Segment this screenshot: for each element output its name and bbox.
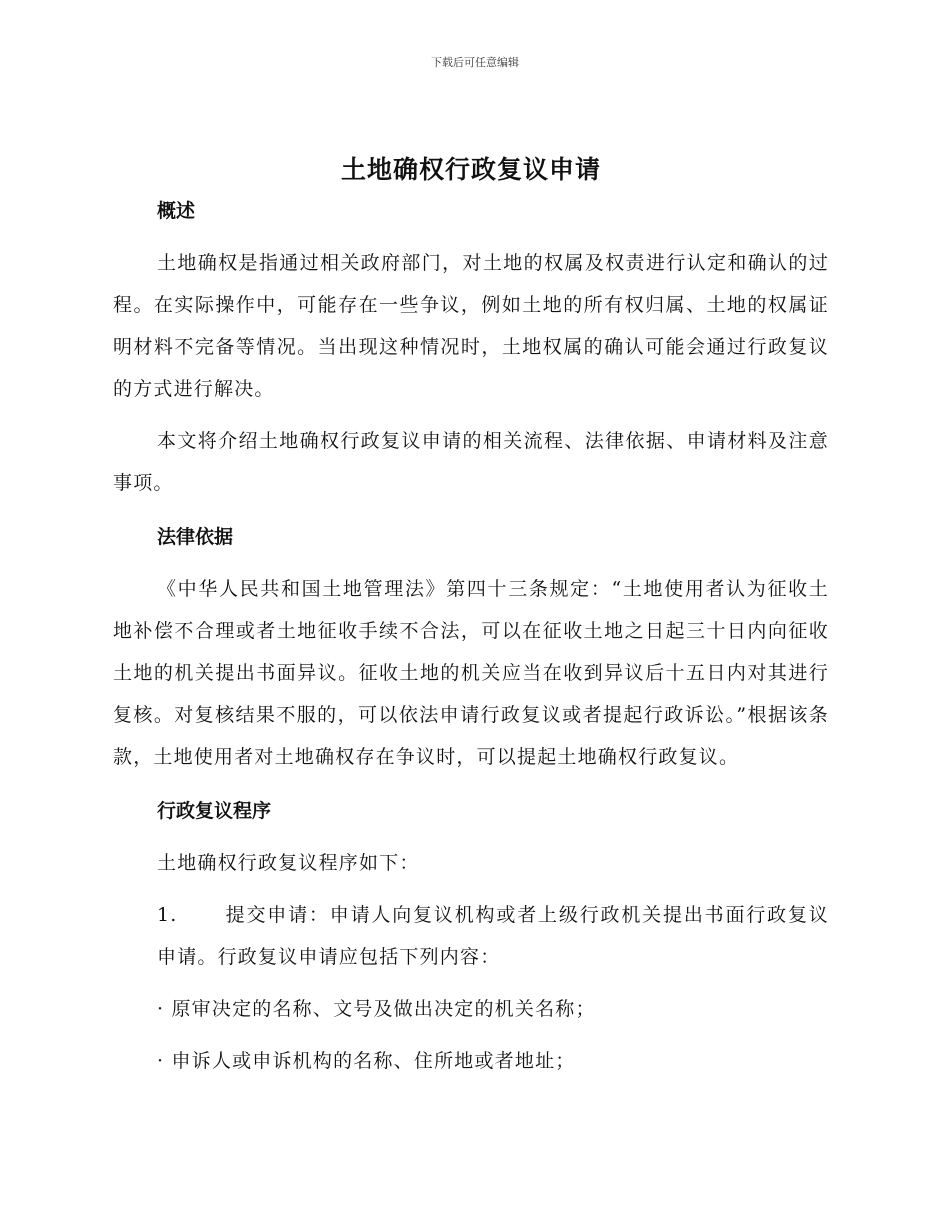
section-heading-overview: 概述 — [157, 200, 196, 222]
overview-paragraph-1: 土地确权是指通过相关政府部门，对土地的权属及权责进行认定和确认的过程。在实际操作中，可能存在一些争议，例如土地的所有权归属、土地的权属证明材料不完备等情况。当出现这种情况时，土地权属的确认可能会通过行政复议的方式进行解决。 — [113, 252, 829, 400]
document-title: 土地确权行政复议申请 — [340, 155, 601, 184]
step-number: 1. — [157, 904, 178, 926]
procedure-step-1 — [113, 894, 829, 978]
section-heading-procedure: 行政复议程序 — [157, 800, 272, 822]
section-heading-legal-basis: 法律依据 — [157, 526, 234, 548]
procedure-intro: 土地确权行政复议程序如下： — [157, 852, 420, 874]
list-item: · 原审决定的名称、文号及做出决定的机关名称； — [157, 998, 596, 1020]
page-header-note: 下载后可任意编辑 — [431, 56, 519, 69]
overview-paragraph-2: 本文将介绍土地确权行政复议申请的相关流程、法律依据、申请材料及注意事项。 — [113, 430, 829, 494]
document-body — [113, 150, 829, 1082]
list-item: · 申诉人或申诉机构的名称、住所地或者地址； — [157, 1050, 576, 1072]
step-text: 提交申请：申请人向复议机构或者上级行政机关提出书面行政复议申请。行政复议申请应包括下列内容： — [157, 904, 829, 968]
legal-basis-paragraph: 《中华人民共和国土地管理法》第四十三条规定：“土地使用者认为征收土地补偿不合理或者土地征收手续不合法，可以在征收土地之日起三十日内向征收土地的机关提出书面异议。征收土地的机关应当在收到异议后十五日内对其进行复核。对复核结果不服的，可以依法申请行政复议或者提起行政诉讼。”根据该条款，土地使用者对土地确权存在争议时，可以提起土地确权行政复议。 — [113, 578, 829, 768]
